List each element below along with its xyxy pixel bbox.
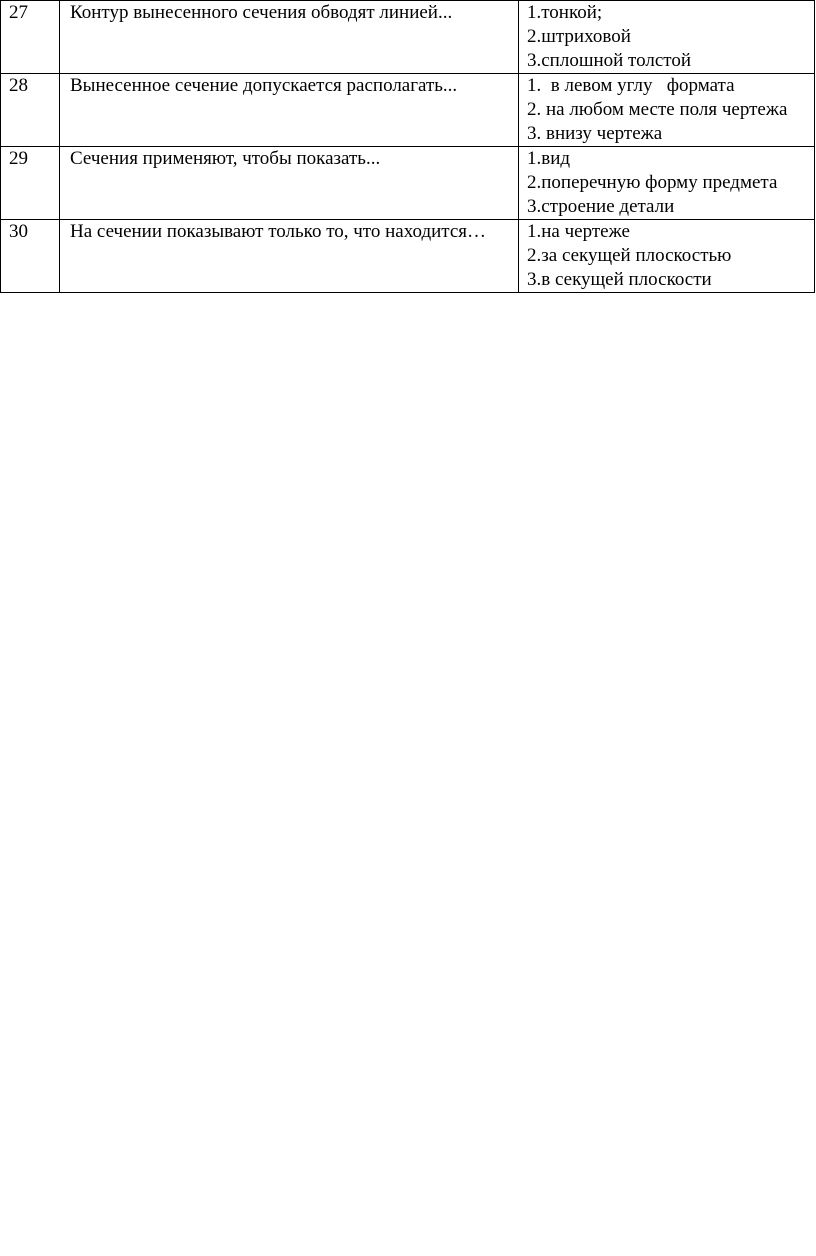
answer-option: 3. внизу чертежа xyxy=(527,123,663,144)
question-number: 30 xyxy=(1,220,60,293)
answer-option: 3.строение детали xyxy=(527,196,675,217)
question-text: На сечении показывают только то, что находится… xyxy=(60,220,519,293)
table-row xyxy=(1,74,815,147)
question-text: Вынесенное сечение допускается располагать... xyxy=(60,74,519,147)
answer-option: 2.поперечную форму предмета xyxy=(527,172,778,193)
answer-option: 1.тонкой; xyxy=(527,2,603,23)
answer-options xyxy=(519,1,815,74)
table-row xyxy=(1,1,815,74)
answer-option: 2.за секущей плоскостью xyxy=(527,245,732,266)
answer-option: 2.штриховой xyxy=(527,26,631,47)
answer-options xyxy=(519,220,815,293)
question-number: 29 xyxy=(1,147,60,220)
answer-option: 1.вид xyxy=(527,148,571,169)
question-number: 27 xyxy=(1,1,60,74)
question-text: Контур вынесенного сечения обводят линией... xyxy=(60,1,519,74)
answer-option: 1.на чертеже xyxy=(527,221,630,242)
answer-option: 2. на любом месте поля чертежа xyxy=(527,99,788,120)
table-row xyxy=(1,147,815,220)
question-text: Сечения применяют, чтобы показать... xyxy=(60,147,519,220)
table-row xyxy=(1,220,815,293)
question-number: 28 xyxy=(1,74,60,147)
answer-option: 3.в секущей плоскости xyxy=(527,269,712,290)
answer-options xyxy=(519,74,815,147)
answer-options xyxy=(519,147,815,220)
quiz-table xyxy=(0,0,815,293)
answer-option: 1. в левом углу формата xyxy=(527,75,735,96)
answer-option: 3.сплошной толстой xyxy=(527,50,691,71)
